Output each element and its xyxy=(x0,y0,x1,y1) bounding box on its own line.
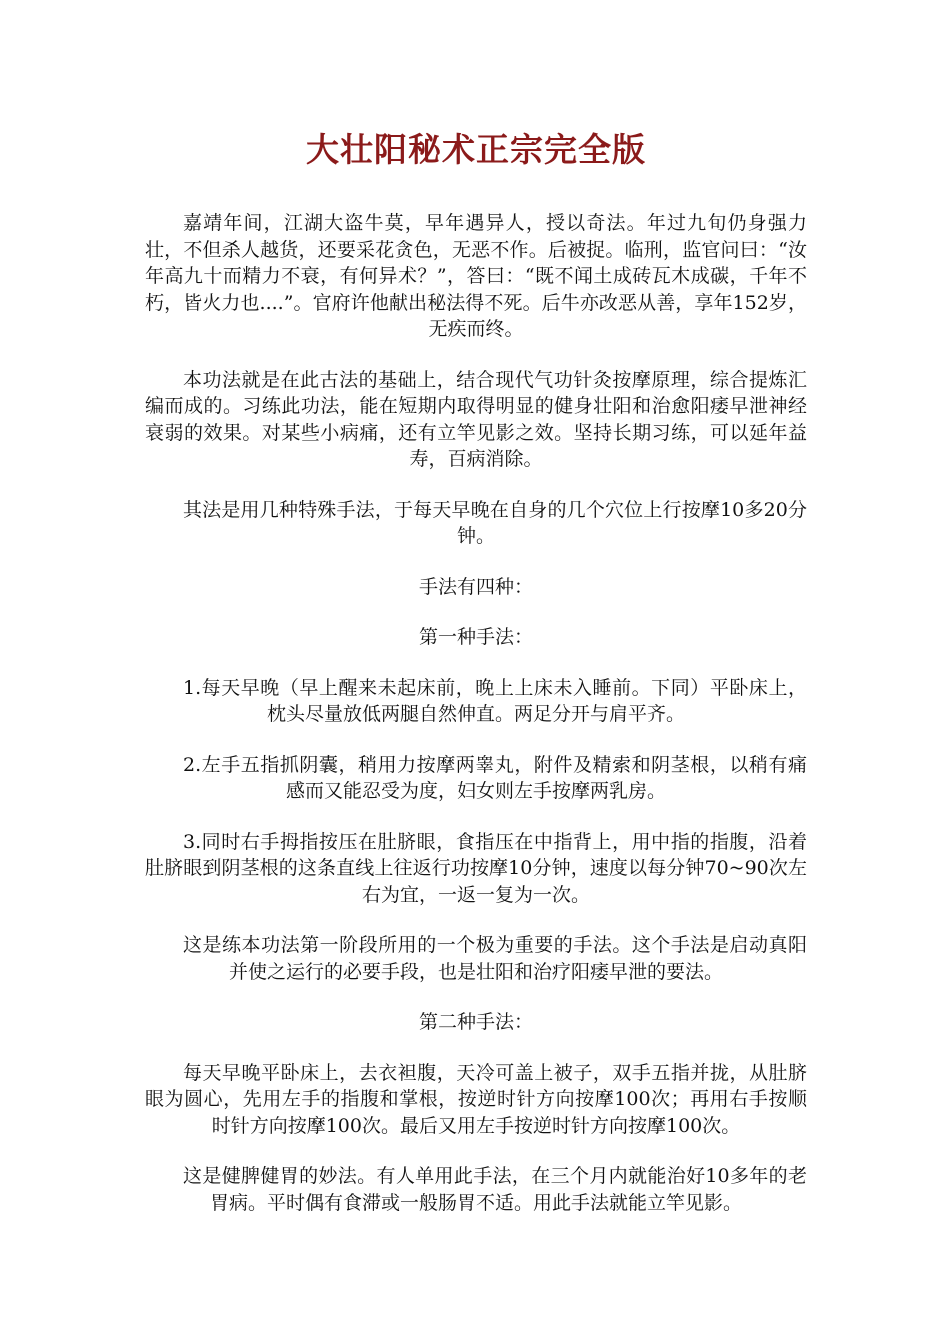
step-3: 3.同时右手拇指按压在肚脐眼，食指压在中指背上，用中指的指腹，沿着肚脐眼到阴茎根的这条直线上往返行功按摩10分钟，速度以每分钟70~90次左右为宜，一返一复为一次。 xyxy=(145,830,807,906)
paragraph-technique-one-note: 这是练本功法第一阶段所用的一个极为重要的手法。这个手法是启动真阳并使之运行的必要手段，也是壮阳和治疗阳痿早泄的要法。 xyxy=(183,934,807,983)
paragraph-method-origin: 本功法就是在此古法的基础上，结合现代气功针灸按摩原理，综合提炼汇编而成的。习练此功法，能在短期内取得明显的健身壮阳和治愈阳痿早泄神经衰弱的效果。对某些小病痛，还有立竿见影之效。坚持长期习练，可以延年益寿，百病消除。 xyxy=(145,368,807,470)
paragraph-technique-two: 每天早晚平卧床上，去衣袒腹，天冷可盖上被子，双手五指并拢，从肚脐眼为圆心，先用左手的指腹和掌根，按逆时针方向按摩100次；再用右手按顺时针方向按摩100次。最后又用左手按逆时针方向按摩100次。 xyxy=(145,1061,807,1137)
step-1: 1.每天早晚（早上醒来未起床前，晚上上床未入睡前。下同）平卧床上，枕头尽量放低两腿自然伸直。两足分开与肩平齐。 xyxy=(183,676,807,725)
paragraph-story: 嘉靖年间，江湖大盗牛莫，早年遇异人，授以奇法。年过九旬仍身强力壮，不但杀人越货，还要采花贪色，无恶不作。后被捉。临刑，监官问曰：“汝年高九十而精力不衰，有何异术？”，答曰：“既不闻土成砖瓦木成碳，千年不朽，皆火力也....”。官府许他献出秘法得不死。后牛亦改恶从善，享年152岁，无疾而终。 xyxy=(145,212,807,340)
paragraph-method-summary: 其法是用几种特殊手法，于每天早晚在自身的几个穴位上行按摩10多20分钟。 xyxy=(183,498,807,547)
paragraph-technique-two-note: 这是健脾健胃的妙法。有人单用此手法，在三个月内就能治好10多年的老胃病。平时偶有食滞或一般肠胃不适。用此手法就能立竿见影。 xyxy=(183,1165,807,1214)
section-heading-technique-one: 第一种手法： xyxy=(418,626,533,648)
section-heading-technique-two: 第二种手法： xyxy=(418,1011,533,1033)
document-title: 大壮阳秘术正宗完全版 xyxy=(306,130,646,169)
section-heading-four-techniques: 手法有四种： xyxy=(418,575,533,598)
document-body xyxy=(145,128,807,1240)
step-2: 2.左手五指抓阴囊，稍用力按摩两睾丸，附件及精索和阴茎根，以稍有痛感而又能忍受为度，妇女则左手按摩两乳房。 xyxy=(183,753,807,802)
